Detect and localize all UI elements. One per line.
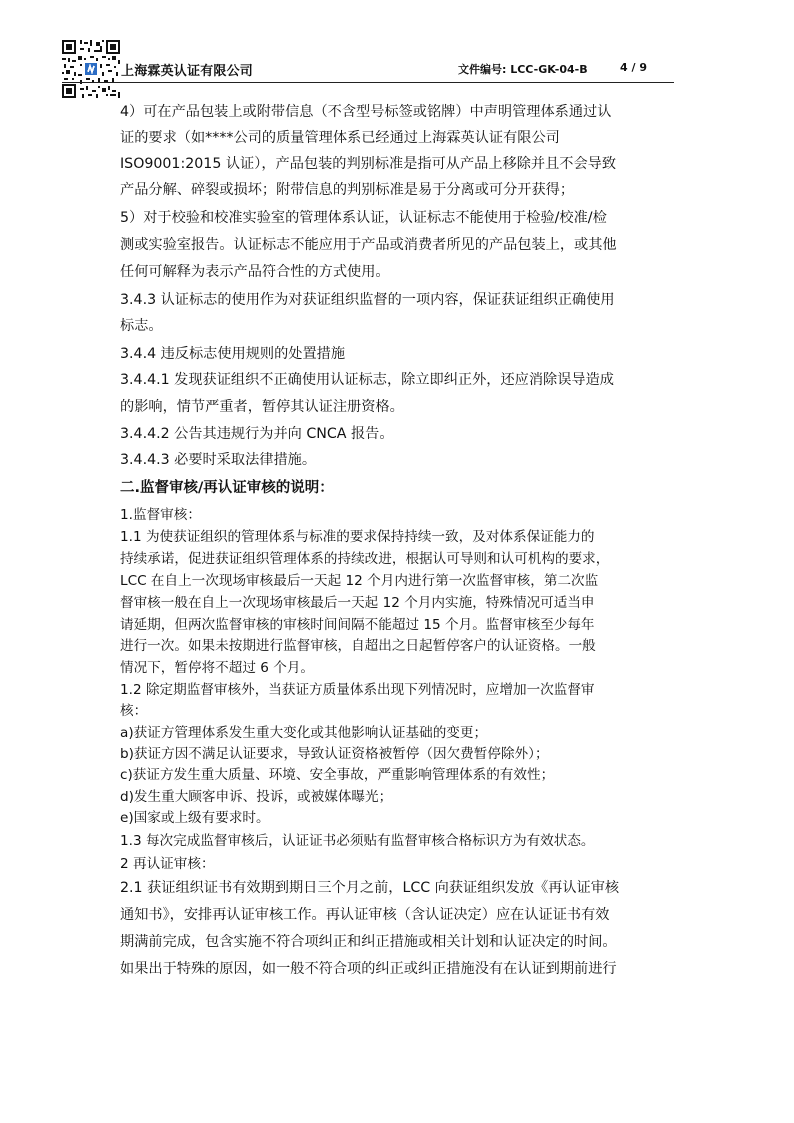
text-line: 产品分解、碎裂或损坏；附带信息的判别标准是易于分离或可分开获得； [120,182,575,198]
list-item: d)发生重大顾客申诉、投诉，或被媒体曝光； [120,789,393,805]
text-line: 任何可解释为表示产品符合性的方式使用。 [120,264,390,280]
list-item: b)获证方因不满足认证要求，导致认证资格被暂停（因欠费暂停除外）； [120,746,549,762]
text-line: 持续承诺，促进获证组织管理体系的持续改进，根据认可导则和认可机构的要求， [120,551,610,567]
text-line: 1.1 为使获证组织的管理体系与标准的要求保持持续一致，及对体系保证能力的 [120,529,595,545]
text-line: ISO9001:2015 认证），产品包装的判别标准是指可从产品上移除并且不会导致 [120,156,617,172]
text-line: 1.3 每次完成监督审核后，认证证书必须贴有监督审核合格标识方为有效状态。 [120,833,595,849]
text-line: 3.4.4.1 发现获证组织不正确使用认证标志，除立即纠正外，还应消除误导造成 [120,372,614,388]
text-line: 的影响，情节严重者，暂停其认证注册资格。 [120,399,404,415]
list-item: c)获证方发生重大质量、环境、安全事故，严重影响管理体系的有效性； [120,767,555,783]
company-name: 上海霖英认证有限公司 [121,64,254,79]
text-line: 情况下，暂停将不超过 6 个月。 [120,660,315,676]
text-line: 证的要求（如****公司的质量管理体系已经通过上海霖英认证有限公司 [120,130,560,146]
text-line: 3.4.4.2 公告其违规行为并向 CNCA 报告。 [120,426,394,442]
text-line: 4）可在产品包装上或附带信息（不含型号标签或铭牌）中声明管理体系通过认 [120,104,612,120]
header-divider [62,82,674,83]
text-line: 标志。 [120,318,163,334]
subsection-heading: 1.监督审核： [120,507,201,523]
text-line: 2.1 获证组织证书有效期到期日三个月之前，LCC 向获证组织发放《再认证审核 [120,880,620,896]
page-number: 4 / 9 [620,61,647,74]
text-line: 核： [120,703,148,719]
section-title: 二.监督审核/再认证审核的说明： [120,480,334,496]
text-line: 5）对于校验和校准实验室的管理体系认证，认证标志不能使用于检验/校准/检 [120,210,607,226]
text-line: 督审核一般在自上一次现场审核最后一天起 12 个月内实施，特殊情况可适当申 [120,595,595,611]
list-item: e)国家或上级有要求时。 [120,810,270,826]
text-line: 进行一次。如果未按期进行监督审核，自超出之日起暂停客户的认证资格。一般 [120,638,596,654]
text-line: 如果出于特殊的原因，如一般不符合项的纠正或纠正措施没有在认证到期前进行 [120,961,617,977]
text-line: 3.4.3 认证标志的使用作为对获证组织监督的一项内容，保证获证组织正确使用 [120,292,615,308]
text-line: 1.2 除定期监督审核外，当获证方质量体系出现下列情况时，应增加一次监督审 [120,682,595,698]
list-item: a)获证方管理体系发生重大变化或其他影响认证基础的变更； [120,725,488,741]
text-line: LCC 在自上一次现场审核最后一天起 12 个月内进行第一次监督审核，第二次监 [120,573,599,589]
document-number: 文件编号: LCC-GK-04-B [458,63,588,76]
section-heading: 3.4.4 违反标志使用规则的处置措施 [120,346,346,362]
subsection-heading: 2 再认证审核： [120,856,215,872]
text-line: 期满前完成，包含实施不符合项纠正和纠正措施或相关计划和认证决定的时间。 [120,934,617,950]
text-line: 3.4.4.3 必要时采取法律措施。 [120,452,317,468]
text-line: 请延期，但两次监督审核的审核时间间隔不能超过 15 个月。监督审核至少每年 [120,617,595,633]
text-line: 测或实验室报告。认证标志不能应用于产品或消费者所见的产品包装上，或其他 [120,237,617,253]
qr-code-icon [62,40,120,98]
text-line: 通知书》，安排再认证审核工作。再认证审核（含认证决定）应在认证证书有效 [120,907,610,923]
